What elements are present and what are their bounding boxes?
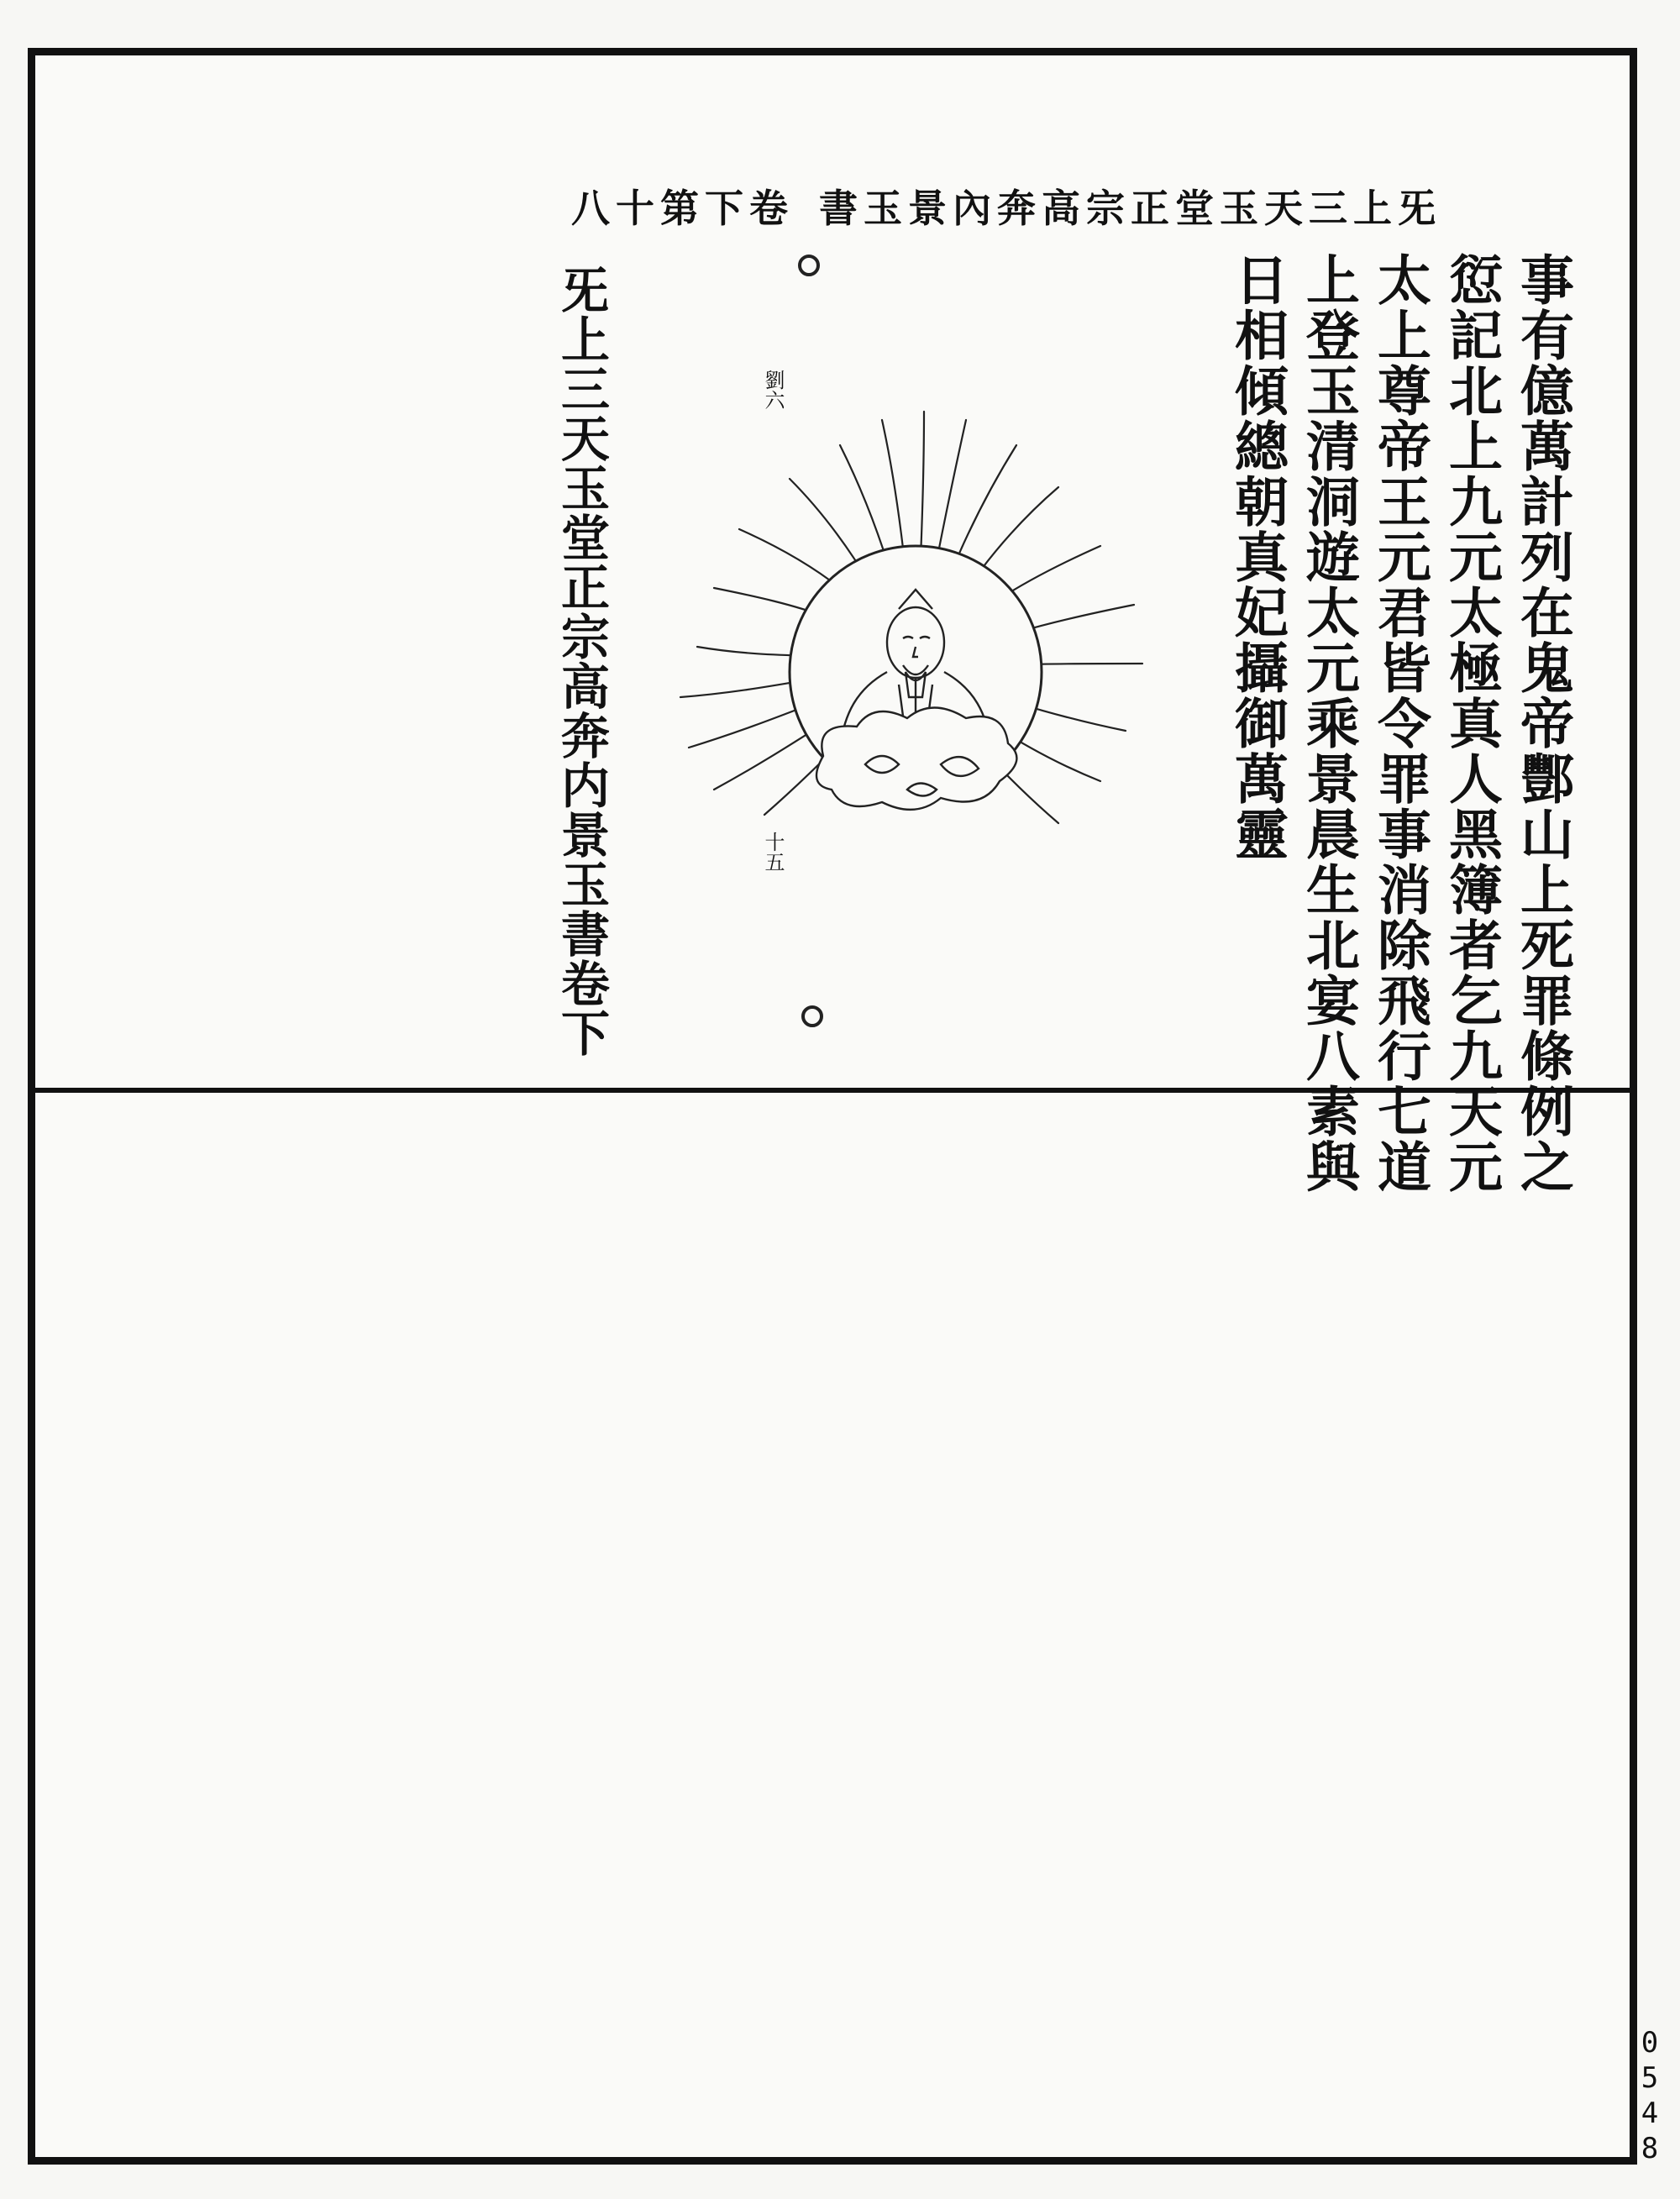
binding-hole-top [798,255,820,276]
illustration-label-bottom: 十五 [761,832,785,872]
text-column-3: 太上尊帝王元君皆令罪事消除飛行七道 [1368,252,1431,1194]
text-column-4: 上登玉清洞遊太元乘景晨生北宴八素與 [1297,252,1360,1194]
illustration-label-top: 劉六 [761,370,785,410]
running-header-right: 書玉景內奔高宗正堂玉天三上旡 [819,186,1442,231]
running-header-left: 八十第下卷 [571,186,794,231]
text-column-2: 愆記北上九元太極真人黑簿者乞九天元 [1440,252,1503,1194]
colophon-title: 旡上三天玉堂正宗高奔内景玉書卷下 [553,265,610,1058]
deity-illustration [664,395,1168,865]
running-header [571,178,1442,231]
binding-hole-bottom [801,1005,823,1027]
text-column-1: 事有億萬計列在鬼帝酆山上死罪條例之 [1511,252,1574,1194]
page-number: 0548 [1633,2026,1667,2167]
text-column-5: 日相傾總朝真妃攝御萬靈 [1226,252,1289,862]
